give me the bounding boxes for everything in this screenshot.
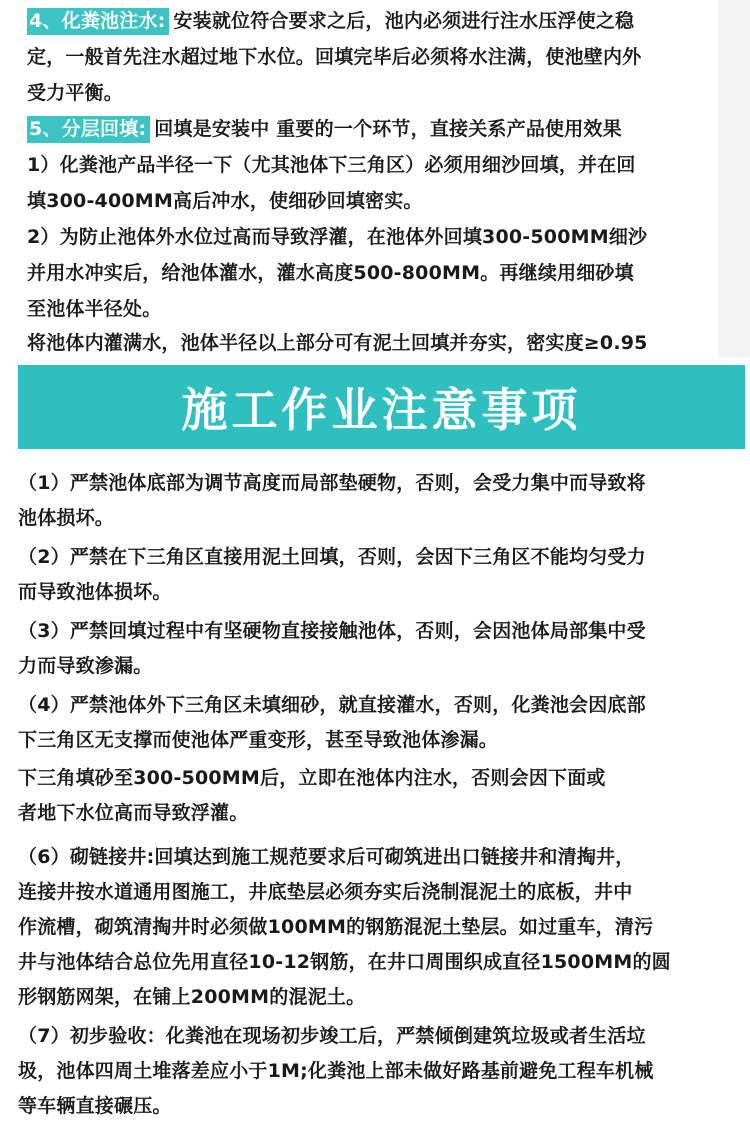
note-line: 连接井按水道通用图施工，井底垫层必须夯实后浇制混泥土的底板，井中	[18, 881, 633, 903]
note-line: 形钢筋网架，在铺上200MM的混泥土。	[18, 986, 366, 1008]
note-line: 者地下水位高而导致浮灌。	[18, 802, 249, 824]
step4-text: 安装就位符合要求之后，池内必须进行注水压浮使之稳	[173, 10, 635, 32]
body-line: 至池体半径处。	[27, 298, 162, 320]
note-line: 作流槽，砌筑清掏井时必须做100MM的钢筋混泥土垫层。如过重车，清污	[18, 916, 654, 938]
step4-tag: 4、化粪池注水:	[27, 8, 169, 35]
step4-line	[27, 8, 634, 34]
note-line: 下三角区无支撑而使池体严重变形，甚至导致池体渗漏。	[18, 729, 499, 751]
note-line: （1）严禁池体底部为调节高度而局部垫硬物，否则，会受力集中而导致将	[18, 472, 646, 494]
note-line: （3）严禁回填过程中有坚硬物直接接触池体，否则，会因池体局部集中受	[18, 620, 646, 642]
note-line: 力而导致渗漏。	[18, 655, 153, 677]
banner-title: 施工作业注意事项	[181, 383, 582, 437]
note-line: 而导致池体损坏。	[18, 581, 172, 603]
step5-text: 回填是安装中 重要的一个环节，直接关系产品使用效果	[154, 118, 622, 140]
note-line: 池体损坏。	[18, 507, 115, 529]
note-line: 等车辆直接碾压。	[18, 1095, 172, 1117]
body-line: 2）为防止池体外水位过高而导致浮灌，在池体外回填300-500MM细沙	[27, 226, 648, 248]
step4-text: 受力平衡。	[27, 82, 124, 104]
step4-text: 定，一般首先注水超过地下水位。回填完毕后必须将水注满，使池壁内外	[27, 46, 642, 68]
section-banner	[18, 365, 745, 449]
installation-steps-section	[0, 0, 718, 358]
note-line: 圾，池体四周土堆落差应小于1M;化粪池上部未做好路基前避免工程车机械	[18, 1060, 654, 1082]
body-line: 1）化粪池产品半径一下（尤其池体下三角区）必须用细沙回填，并在回	[27, 154, 636, 176]
body-line: 填300-400MM高后冲水，使细砂回填密实。	[27, 190, 423, 212]
note-line: （7）初步验收：化粪池在现场初步竣工后，严禁倾倒建筑垃圾或者生活垃	[18, 1025, 646, 1047]
note-line: （2）严禁在下三角区直接用泥土回填，否则，会因下三角区不能均匀受力	[18, 546, 646, 568]
body-line: 并用水冲实后，给池体灌水，灌水高度500-800MM。再继续用细砂填	[27, 262, 634, 284]
body-line: 将池体内灌满水，池体半径以上部分可有泥土回填并夯实，密实度≥0.95	[27, 332, 648, 354]
note-line: （4）严禁池体外下三角区未填细砂，就直接灌水，否则，化粪池会因底部	[18, 694, 646, 716]
background-strip	[718, 0, 750, 358]
step5-tag: 5、分层回填:	[27, 116, 150, 143]
step5-line	[27, 116, 622, 142]
note-line: 下三角填砂至300-500MM后，立即在池体内注水，否则会因下面或	[18, 767, 606, 789]
note-line: 井与池体结合总位先用直径10-12钢筋，在井口周围织成直径1500MM的圆	[18, 951, 671, 973]
note-line: （6）砌链接井:回填达到施工规范要求后可砌筑进出口链接井和清掏井，	[18, 846, 635, 868]
